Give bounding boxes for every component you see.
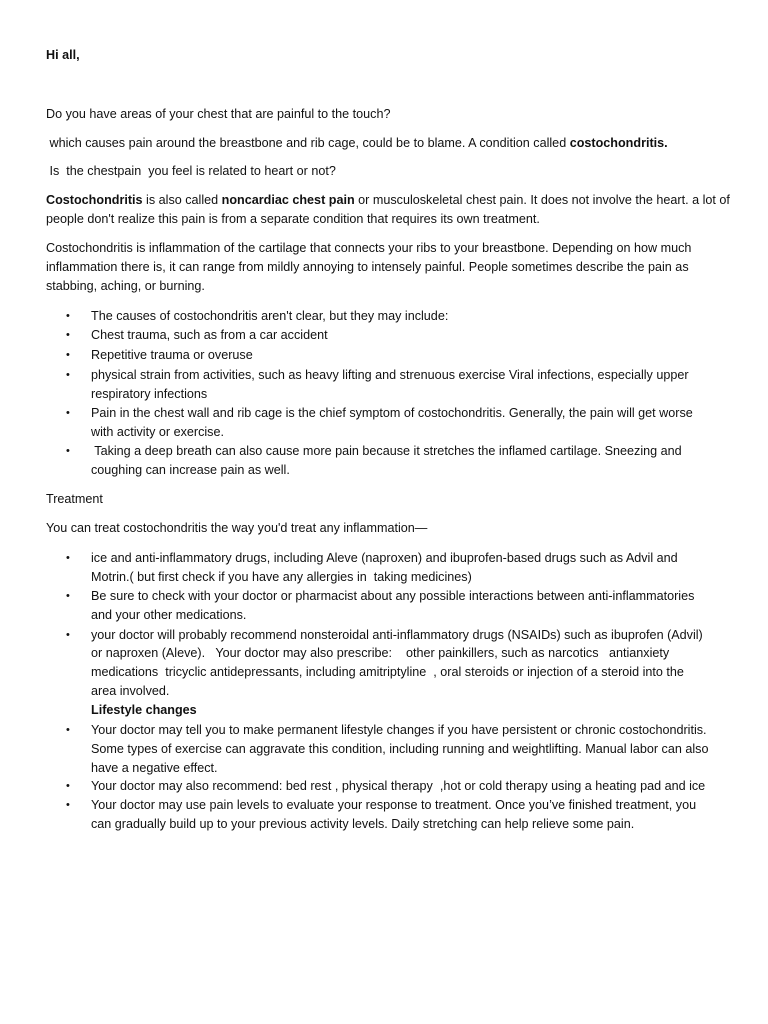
list-item-continuation: have a negative effect. <box>91 761 218 775</box>
list-item-continuation: and your other medications. <box>91 608 247 622</box>
list-item: your doctor will probably recommend nonsteroidal anti-inflammatory drugs (NSAIDs) such as ibuprofen (Advil) <box>91 628 703 642</box>
bullet: • <box>66 629 70 641</box>
lifestyle-heading: Lifestyle changes <box>91 703 197 717</box>
bullet: • <box>66 310 70 322</box>
list-item-continuation: with activity or exercise. <box>91 425 224 439</box>
list-item-continuation: respiratory infections <box>91 387 208 401</box>
list-item: Your doctor may use pain levels to evaluate your response to treatment. Once you’ve finished treatment, you <box>91 798 697 812</box>
list-item-continuation: or naproxen (Aleve). Your doctor may also prescribe: other painkillers, such as narcotics antianxiety <box>91 646 670 660</box>
paragraph-2-line-2: inflammation there is, it can range from mildly annoying to intensely painful. People sometimes describe the pain as <box>46 260 689 274</box>
paragraph-2-line-1: Costochondritis is inflammation of the cartilage that connects your ribs to your breastbone. Depending on how much <box>46 241 692 255</box>
list-item-continuation: medications tricyclic antidepressants, including amitriptyline , oral steroids or injection of a steroid into the <box>91 665 684 679</box>
treatment-heading: Treatment <box>46 492 103 506</box>
term-costochondritis: Costochondritis <box>46 193 143 207</box>
bullet: • <box>66 552 70 564</box>
greeting: Hi all, <box>46 48 80 62</box>
bullet: • <box>66 445 70 457</box>
bullet: • <box>66 349 70 361</box>
intro-line-2-text: which causes pain around the breastbone and rib cage, could be to blame. A condition called <box>46 136 570 150</box>
list-item: The causes of costochondritis aren't clear, but they may include: <box>91 309 449 323</box>
intro-line-2 <box>46 134 668 153</box>
list-item: Your doctor may also recommend: bed rest , physical therapy ,hot or cold therapy using a heating pad and ice <box>91 779 706 793</box>
list-item: Your doctor may tell you to make permanent lifestyle changes if you have persistent or chronic costochondritis. <box>91 723 707 737</box>
p1-text-d: or musculoskeletal chest pain. It does not involve the heart. a lot of <box>354 193 730 207</box>
list-item-continuation: can gradually build up to your previous activity levels. Daily stretching can help relieve some pain. <box>91 817 635 831</box>
paragraph-1-line-2: people don't realize this pain is from a separate condition that requires its own treatment. <box>46 212 540 226</box>
list-item: Chest trauma, such as from a car accident <box>91 328 328 342</box>
bullet: • <box>66 780 70 792</box>
costochondritis-term: costochondritis. <box>569 136 668 150</box>
bullet: • <box>66 799 70 811</box>
bullet: • <box>66 407 70 419</box>
bullet: • <box>66 329 70 341</box>
list-item: Pain in the chest wall and rib cage is the chief symptom of costochondritis. Generally, the pain will get worse <box>91 406 693 420</box>
list-item: Be sure to check with your doctor or pharmacist about any possible interactions between anti-inflammatories <box>91 589 695 603</box>
bullet: • <box>66 724 70 736</box>
list-item: Taking a deep breath can also cause more pain because it stretches the inflamed cartilage. Sneezing and <box>91 444 682 458</box>
treatment-intro: You can treat costochondritis the way you'd treat any inflammation— <box>46 521 428 535</box>
list-item: ice and anti-inflammatory drugs, including Aleve (naproxen) and ibuprofen-based drugs such as Advil and <box>91 551 678 565</box>
bullet: • <box>66 369 70 381</box>
list-item: physical strain from activities, such as heavy lifting and strenuous exercise Viral infections, especially upper <box>91 368 689 382</box>
list-item-continuation: Some types of exercise can aggravate this condition, including running and weightlifting. Manual labor can also <box>91 742 709 756</box>
list-item-continuation: area involved. <box>91 684 170 698</box>
list-item-continuation: coughing can increase pain as well. <box>91 463 290 477</box>
term-noncardiac: noncardiac chest pain <box>221 193 355 207</box>
list-item-continuation: Motrin.( but first check if you have any allergies in taking medicines) <box>91 570 472 584</box>
p1-text-b: is also called <box>142 193 222 207</box>
intro-line-3: Is the chestpain you feel is related to heart or not? <box>46 164 336 178</box>
paragraph-1-line-1 <box>46 191 730 210</box>
bullet: • <box>66 590 70 602</box>
list-item: Repetitive trauma or overuse <box>91 348 253 362</box>
intro-question: Do you have areas of your chest that are painful to the touch? <box>46 107 391 121</box>
paragraph-2-line-3: stabbing, aching, or burning. <box>46 279 205 293</box>
